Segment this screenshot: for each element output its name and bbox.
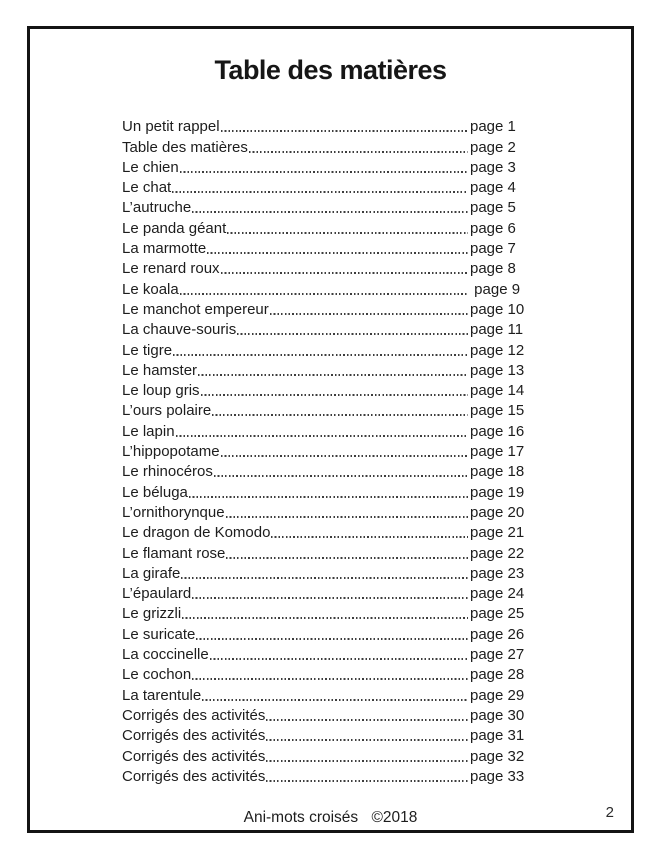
toc-entry: [122, 400, 528, 420]
toc-entry: [122, 461, 528, 481]
dot-leader: [226, 516, 468, 518]
toc-entry-page: page 24: [470, 585, 525, 603]
toc-entry: [122, 481, 528, 501]
toc-entry: [122, 177, 528, 197]
toc-entry: [122, 644, 528, 664]
toc-entry-title: Le grizzli: [122, 605, 182, 623]
toc-entry: [122, 623, 528, 643]
dot-leader: [221, 455, 468, 457]
toc-entry-title: Le lapin: [122, 422, 175, 440]
page-title: Table des matières: [214, 55, 447, 85]
toc-entry-title: Le manchot empereur: [122, 300, 269, 318]
dot-leader: [221, 272, 468, 274]
toc-entry-title: La girafe: [122, 564, 181, 582]
toc-entry-page: page 31: [470, 727, 525, 745]
dot-leader: [266, 719, 468, 721]
toc-entry: [122, 441, 528, 461]
toc-entry-page: page 4: [470, 179, 516, 197]
toc-entry-title: Le cochon: [122, 666, 192, 684]
toc-entry: [122, 745, 528, 765]
toc-entry: [122, 319, 528, 339]
toc-entry-title: Un petit rappel: [122, 118, 220, 136]
dot-leader: [196, 638, 468, 640]
toc-entry-title: La chauve-souris: [122, 321, 237, 339]
dot-leader: [212, 414, 468, 416]
toc-entry: [122, 238, 528, 258]
toc-entry: [122, 522, 528, 542]
toc-entry-page: page 16: [470, 422, 525, 440]
toc-entry-page: page 6: [470, 219, 516, 237]
toc-entry-title: Corrigés des activités: [122, 706, 266, 724]
toc-entry-page: page 14: [470, 382, 525, 400]
dot-leader: [207, 252, 468, 254]
toc-entry-page: page 11: [470, 321, 524, 339]
dot-leader: [180, 171, 468, 173]
dot-leader: [214, 475, 468, 477]
toc-entry: [122, 136, 528, 156]
dot-leader: [266, 780, 468, 782]
dot-leader: [202, 699, 468, 701]
toc-entry-page: page 5: [470, 199, 516, 217]
dot-leader: [266, 760, 468, 762]
dot-leader: [237, 333, 468, 335]
dot-leader: [266, 739, 468, 741]
toc-entry: [122, 603, 528, 623]
toc-entry-title: L’ornithorynque: [122, 503, 225, 521]
dot-leader: [198, 374, 468, 376]
toc-entry-title: La coccinelle: [122, 646, 209, 664]
toc-entry-page: page 8: [470, 260, 516, 278]
toc-entry: [122, 684, 528, 704]
dot-leader: [181, 577, 468, 579]
toc-entry-title: Le koala: [122, 280, 179, 298]
toc-entry-page: page 13: [470, 361, 525, 379]
toc-entry-page: page 30: [470, 706, 525, 724]
toc-entry-page: page 28: [470, 666, 525, 684]
toc-entry-title: Corrigés des activités: [122, 727, 266, 745]
dot-leader: [180, 293, 468, 295]
toc-entry: [122, 583, 528, 603]
dot-leader: [192, 678, 468, 680]
toc-entry-title: Le renard roux: [122, 260, 220, 278]
toc-entry: [122, 258, 528, 278]
toc-entry-page: page 26: [470, 625, 525, 643]
toc-entry-page: page 19: [470, 483, 525, 501]
toc-entry-page: page 33: [470, 767, 525, 785]
dot-leader: [192, 211, 468, 213]
dot-leader: [210, 658, 468, 660]
toc-entry-page: page 32: [470, 747, 525, 765]
toc-entry: [122, 157, 528, 177]
toc-entry: [122, 339, 528, 359]
toc-entry: [122, 563, 528, 583]
dot-leader: [192, 597, 468, 599]
toc-entry-page: page 20: [470, 503, 525, 521]
toc-entry: [122, 278, 528, 298]
toc-entry-page: page 17: [470, 443, 525, 461]
dot-leader: [249, 151, 468, 153]
toc-entry-page: page 25: [470, 605, 525, 623]
dot-leader: [176, 435, 468, 437]
dot-leader: [227, 232, 468, 234]
dot-leader: [172, 191, 468, 193]
toc-entry-title: L’épaulard: [122, 585, 192, 603]
toc-entry-page: page 12: [470, 341, 525, 359]
toc-entry: [122, 705, 528, 725]
toc-entry-page: page 23: [470, 564, 525, 582]
toc-entry-page: page 1: [470, 118, 516, 136]
toc-entry-page: page 18: [470, 463, 525, 481]
toc-entry-page: page 2: [470, 138, 516, 156]
toc-entry-title: Le suricate: [122, 625, 196, 643]
toc-entry-title: Le hamster: [122, 361, 198, 379]
toc-entry-title: La marmotte: [122, 240, 207, 258]
toc-entry-page: page 22: [470, 544, 525, 562]
toc-entry-page: page 27: [470, 646, 525, 664]
toc-entry: [122, 664, 528, 684]
toc-entry-title: Corrigés des activités: [122, 747, 266, 765]
toc-entry-title: Corrigés des activités: [122, 767, 266, 785]
toc-entry: [122, 725, 528, 745]
toc-entry-title: L’hippopotame: [122, 443, 220, 461]
toc-entry-title: Le flamant rose: [122, 544, 226, 562]
toc-entry: [122, 420, 528, 440]
toc-entry-title: Le panda géant: [122, 219, 227, 237]
toc-entry: [122, 197, 528, 217]
toc-entry: [122, 217, 528, 237]
dot-leader: [271, 536, 468, 538]
footer-brand: Ani-mots croisés: [243, 809, 359, 826]
toc-entry-title: L’autruche: [122, 199, 192, 217]
toc-entry-page: page 21: [470, 524, 525, 542]
dot-leader: [201, 394, 468, 396]
toc-list: [122, 116, 528, 786]
toc-entry-title: Le rhinocéros: [122, 463, 213, 481]
toc-entry-title: Le tigre: [122, 341, 173, 359]
toc-entry-title: Le béluga: [122, 483, 188, 501]
toc-entry-page: page 29: [470, 686, 525, 704]
toc-entry-title: L’ours polaire: [122, 402, 212, 420]
dot-leader: [182, 617, 468, 619]
footer-copyright: ©2018: [371, 809, 418, 826]
dot-leader: [189, 496, 468, 498]
toc-entry: [122, 766, 528, 786]
toc-entry-title: La tarentule: [122, 686, 202, 704]
toc-entry-title: Le chat: [122, 179, 172, 197]
page-footer: [30, 809, 631, 827]
toc-entry-page: page 15: [470, 402, 525, 420]
dot-leader: [270, 313, 468, 315]
toc-entry: [122, 380, 528, 400]
toc-entry: [122, 299, 528, 319]
toc-entry: [122, 116, 528, 136]
dot-leader: [221, 130, 468, 132]
toc-entry: [122, 360, 528, 380]
toc-entry-page: page 3: [470, 158, 516, 176]
toc-entry-title: Table des matières: [122, 138, 248, 156]
toc-entry: [122, 502, 528, 522]
toc-entry-title: Le chien: [122, 158, 179, 176]
dot-leader: [173, 354, 468, 356]
toc-entry-title: Le loup gris: [122, 382, 200, 400]
dot-leader: [226, 557, 468, 559]
toc-entry-page: page 10: [470, 300, 525, 318]
toc-entry: [122, 542, 528, 562]
page-border-frame: [27, 26, 634, 833]
page-number: 2: [605, 804, 614, 821]
toc-entry-page: page 9: [470, 280, 521, 298]
toc-entry-page: page 7: [470, 240, 516, 258]
toc-entry-title: Le dragon de Komodo: [122, 524, 271, 542]
